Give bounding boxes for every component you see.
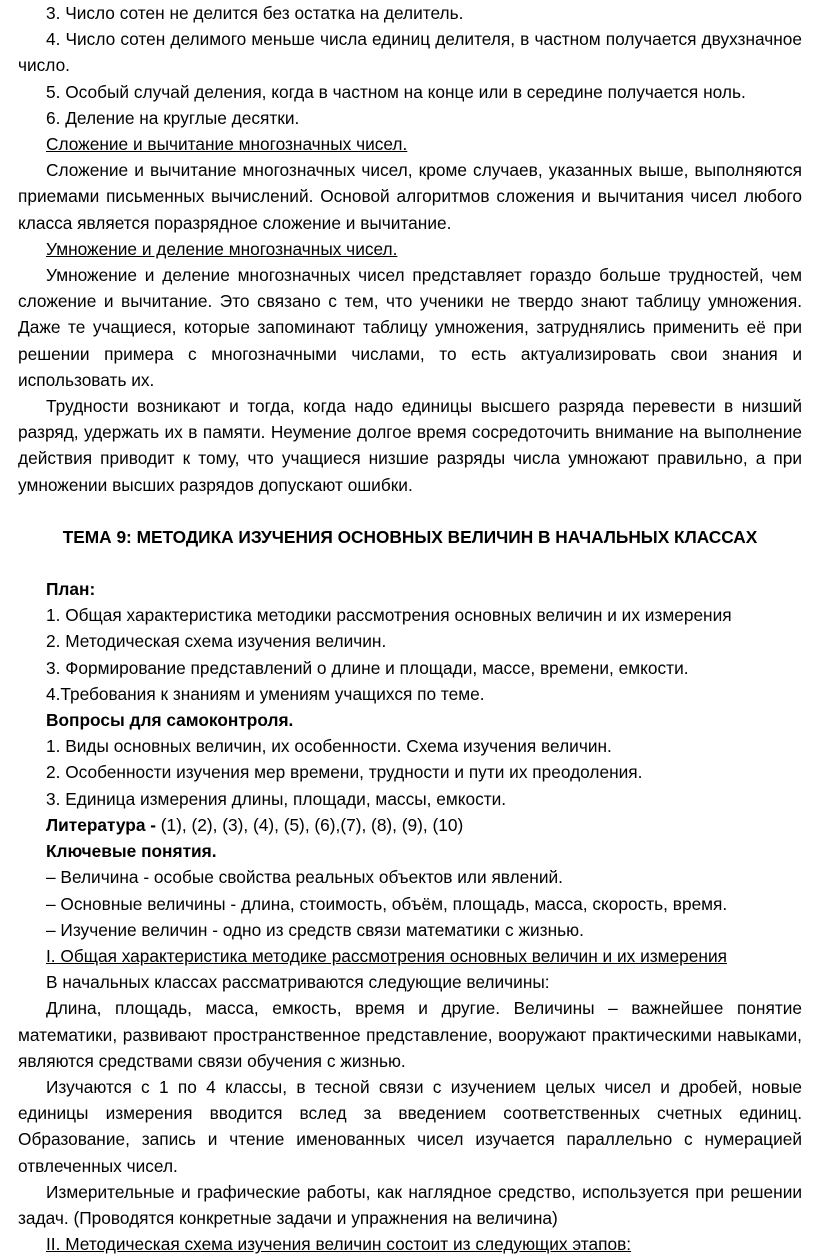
paragraph: В начальных классах рассматриваются следующие величины:: [46, 972, 550, 993]
list-item: 6. Деление на круглые десятки.: [46, 107, 300, 128]
section-heading-text: Сложение и вычитание многозначных чисел.: [46, 134, 408, 155]
list-item: 3. Число сотен не делится без остатка на делитель.: [46, 3, 464, 23]
plan-item: 2. Методическая схема изучения величин.: [46, 631, 387, 652]
paragraph: Умножение и деление многозначных чисел представляет гораздо больше трудностей, чем сложение и вычитание. Это связано с тем, что ученики не твердо знают таблицу умножения. Даже те учащиеся, которые запоминают таблицу умножения, затруднялись применить её при решении примера с многозначными числами, то есть актуализировать свои знания и использовать их.: [18, 265, 802, 390]
plan-label: План:: [46, 579, 96, 600]
plan-item: 1. Общая характеристика методики рассмотрения основных величин и их измерения: [46, 605, 732, 626]
paragraph: Сложение и вычитание многозначных чисел, кроме случаев, указанных выше, выполняются приемами письменных вычислений. Основой алгоритмов сложения и вычитания чисел любого класса является поразрядное сложение и вычитание.: [18, 160, 802, 233]
key-concept-item: – Величина - особые свойства реальных объектов или явлений.: [46, 867, 563, 888]
question-item: 3. Единица измерения длины, площади, массы, емкости.: [46, 788, 507, 809]
questions-label: Вопросы для самоконтроля.: [46, 710, 294, 731]
literature-refs: (1), (2), (3), (4), (5), (6),(7), (8), (9), (10): [156, 814, 464, 835]
section-heading-1: [18, 943, 802, 969]
section-heading-multiplication: [18, 236, 802, 262]
plan-item: 4.Требования к знаниям и умениям учащихся по теме.: [46, 683, 485, 704]
paragraph: Измерительные и графические работы, как наглядное средство, используется при решении задач. (Проводятся конкретные задачи и упражнения на величина): [18, 1181, 802, 1228]
plan-item: 3. Формирование представлений о длине и площади, массе, времени, емкости.: [46, 657, 689, 678]
question-item: 2. Особенности изучения мер времени, трудности и пути их преодоления.: [46, 762, 643, 783]
list-item: 5. Особый случай деления, когда в частном на конце или в середине получается ноль.: [46, 81, 746, 102]
section-heading-2: [18, 1231, 802, 1257]
list-item: 4. Число сотен делимого меньше числа единиц делителя, в частном получается двухзначное число.: [18, 29, 802, 76]
key-concepts-label: Ключевые понятия.: [46, 841, 217, 862]
section-heading-text: Умножение и деление многозначных чисел.: [46, 238, 398, 259]
paragraph: Трудности возникают и тогда, когда надо единицы высшего разряда перевести в низший разряд, удержать их в памяти. Неумение долгое время сосредоточить внимание на выполнение действия приводит к тому, что учащиеся низшие разряды числа умножают правильно, а при умножении высших разрядов допускают ошибки.: [18, 396, 802, 495]
question-item: 1. Виды основных величин, их особенности. Схема изучения величин.: [46, 736, 612, 757]
section-heading-addition: [18, 131, 802, 157]
paragraph: Длина, площадь, масса, емкость, время и другие. Величины – важнейшее понятие математики, развивают пространственное представление, вооружают практическими навыками, являются средствами связи обучения с жизнью.: [18, 998, 802, 1071]
paragraph: Изучаются с 1 по 4 классы, в тесной связи с изучением целых чисел и дробей, новые единицы измерения вводится вслед за введением соответственных счетных единиц. Образование, запись и чтение именованных чисел изучается параллельно с нумерацией отвлеченных чисел.: [18, 1076, 802, 1176]
literature-label: Литература -: [46, 814, 156, 835]
section-heading-text: II. Методическая схема изучения величин состоит из следующих этапов:: [46, 1234, 632, 1255]
topic-title: ТЕМА 9: МЕТОДИКА ИЗУЧЕНИЯ ОСНОВНЫХ ВЕЛИЧИН В НАЧАЛЬНЫХ КЛАССАХ: [62, 526, 758, 547]
section-heading-text: I. Общая характеристика методике рассмотрения основных величин и их измерения: [46, 945, 727, 966]
key-concept-item: – Изучение величин - одно из средств связи математики с жизнью.: [46, 919, 584, 940]
key-concept-item: – Основные величины - длина, стоимость, объём, площадь, масса, скорость, время.: [46, 893, 728, 914]
literature-line: [18, 812, 802, 838]
